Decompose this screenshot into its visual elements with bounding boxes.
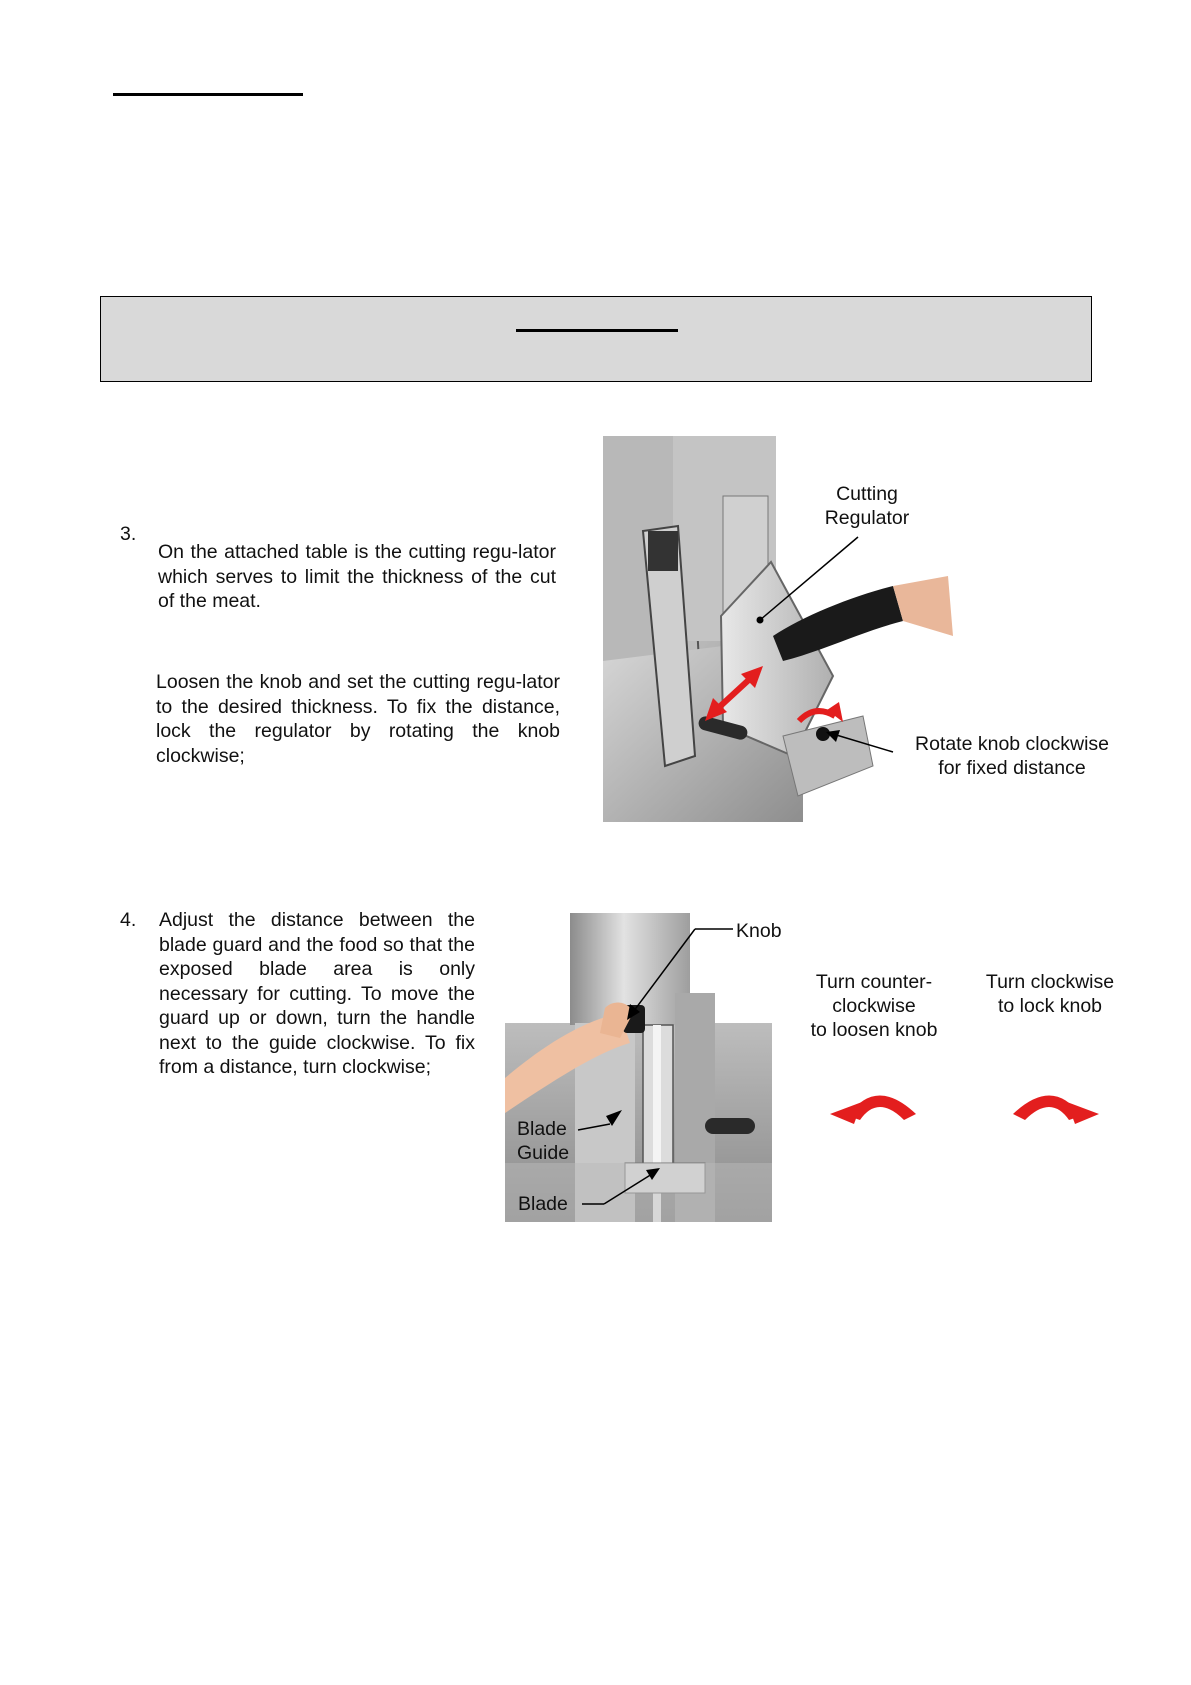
step-3-paragraph-1: On the attached table is the cutting regu-lator which serves to limit the thickness of the cut of the meat.	[158, 541, 556, 612]
callout-knob: Knob	[736, 920, 782, 942]
callout-cutting-regulator-line-2: Regulator	[824, 507, 910, 529]
step-3-paragraph-2: Loosen the knob and set the cutting regu-lator to the desired thickness. To fix the distance, lock the regulator by rotating the knob clockwise;	[156, 671, 560, 767]
callout-blade-guide-line-2: Guide	[517, 1142, 570, 1164]
ccw-line-1: Turn counter-	[815, 971, 933, 993]
ccw-line-2: clockwise	[832, 995, 916, 1017]
callout-rotate-knob-line-2: for fixed distance	[938, 757, 1086, 779]
callout-rotate-knob-line-1: Rotate knob clockwise	[914, 733, 1109, 755]
callout-turn-clockwise	[970, 970, 1130, 1018]
step-4-number: 4.	[120, 909, 137, 931]
step-3-number: 3.	[120, 523, 137, 545]
cw-line-1: Turn clockwise	[985, 971, 1115, 993]
callout-turn-counterclockwise	[794, 970, 954, 1042]
callout-cutting-regulator-line-1: Cutting	[836, 483, 898, 505]
ccw-line-3: to loosen knob	[810, 1019, 938, 1041]
callout-blade-guide-line-1: Blade	[517, 1118, 567, 1140]
counterclockwise-arrow-icon	[826, 1076, 922, 1124]
step-4-paragraph: Adjust the distance between the blade guard and the food so that the exposed blade area is only necessary for cutting. To move the guard up or down, turn the handle next to the guide clockwise. To fix from a distance, turn clockwise;	[159, 909, 475, 1078]
clockwise-arrow-icon	[1007, 1076, 1103, 1124]
cw-line-2: to lock knob	[997, 995, 1103, 1017]
callout-blade: Blade	[518, 1193, 568, 1215]
